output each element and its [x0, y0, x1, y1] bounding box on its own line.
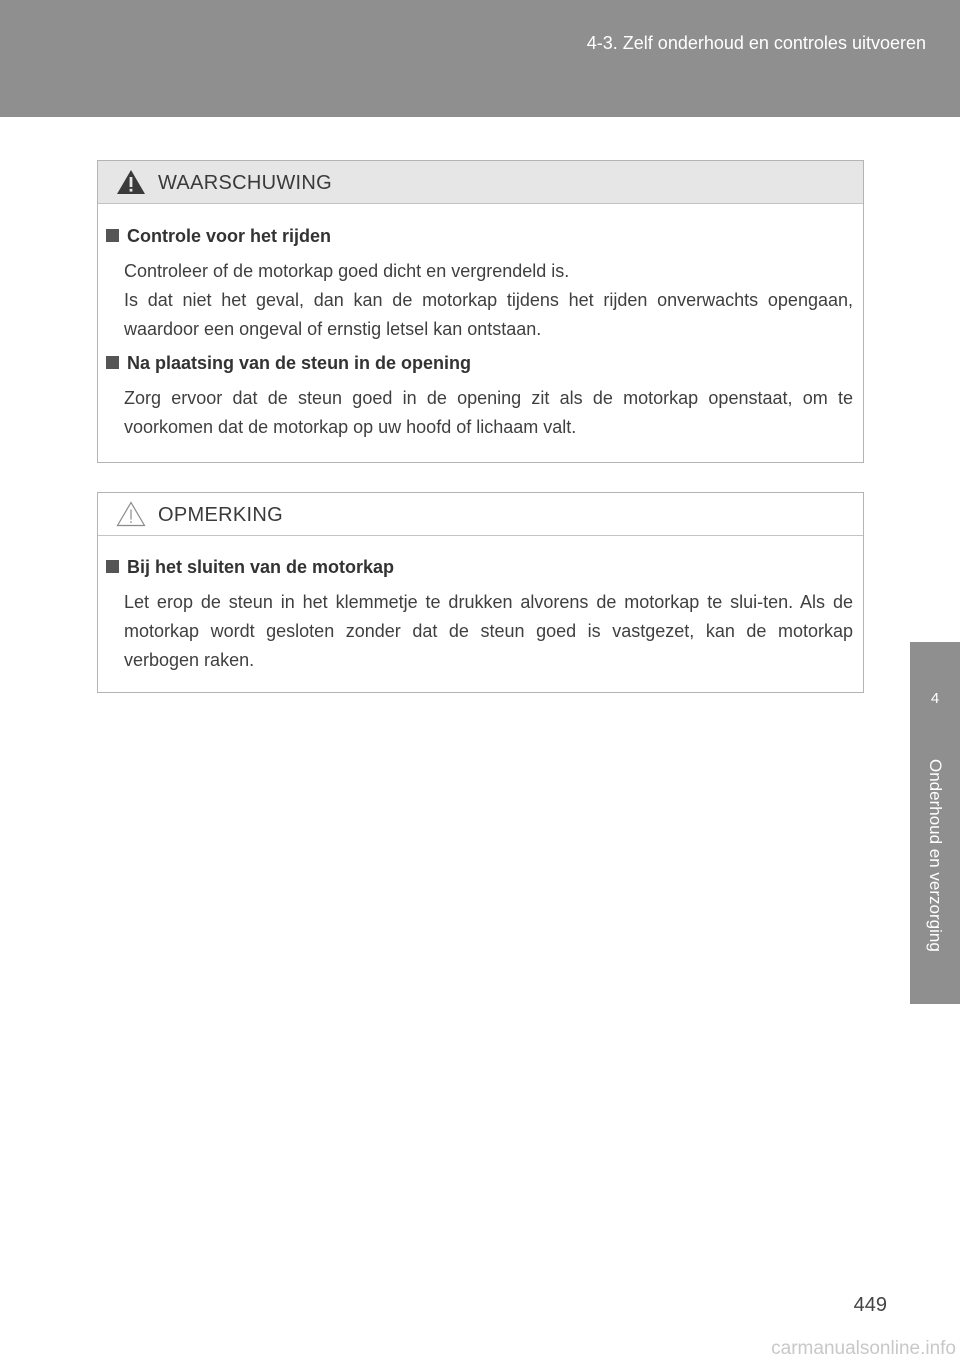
chapter-header	[0, 0, 960, 117]
warning-item	[106, 225, 853, 344]
warning-item-heading	[106, 225, 853, 247]
note-box-title: OPMERKING	[158, 504, 283, 526]
warning-item-text	[124, 257, 853, 344]
caution-icon	[116, 501, 146, 527]
chapter-label: Onderhoud en verzorging	[926, 759, 945, 952]
warning-item-line: Zorg ervoor dat de steun goed in de opening zit als de motorkap openstaat, om te voorkomen dat de motorkap op uw hoofd of lichaam valt.	[124, 388, 853, 437]
warning-box-title: WAARSCHUWING	[158, 172, 332, 194]
warning-box	[97, 160, 864, 463]
warning-item-text	[124, 384, 853, 442]
page-number: 449	[853, 1294, 887, 1316]
note-item	[106, 556, 853, 675]
bullet-square-icon	[106, 229, 119, 242]
warning-item-line: Controleer of de motorkap goed dicht en vergrendeld is.	[124, 261, 570, 281]
note-box-body	[98, 556, 863, 675]
note-item-text	[124, 588, 853, 675]
warning-item-heading	[106, 352, 853, 374]
warning-item-line: Is dat niet het geval, dan kan de motorkap tijdens het rijden onverwachts opengaan, waardoor een ongeval of ernstig letsel kan ontstaan.	[124, 290, 853, 339]
warning-item	[106, 352, 853, 442]
watermark: carmanualsonline.info	[771, 1338, 956, 1359]
warning-item-heading-text: Na plaatsing van de steun in de opening	[127, 353, 472, 373]
note-item-heading	[106, 556, 853, 578]
chapter-number: 4	[930, 690, 940, 707]
bullet-square-icon	[106, 356, 119, 369]
warning-box-header	[98, 161, 863, 204]
warning-item-heading-text: Controle voor het rijden	[127, 226, 332, 246]
note-item-line: Let erop de steun in het klemmetje te drukken alvorens de motorkap te slui-ten. Als de motorkap wordt gesloten zonder dat de steun goed is vastgezet, kan de motorkap verbogen raken.	[124, 592, 853, 670]
chapter-side-tab	[910, 642, 960, 1004]
section-title: 4-3. Zelf onderhoud en controles uitvoeren	[586, 33, 926, 53]
note-item-heading-text: Bij het sluiten van de motorkap	[127, 557, 395, 577]
note-box	[97, 492, 864, 693]
warning-icon	[116, 169, 146, 195]
note-box-header	[98, 493, 863, 536]
warning-box-body	[98, 225, 863, 442]
bullet-square-icon	[106, 560, 119, 573]
